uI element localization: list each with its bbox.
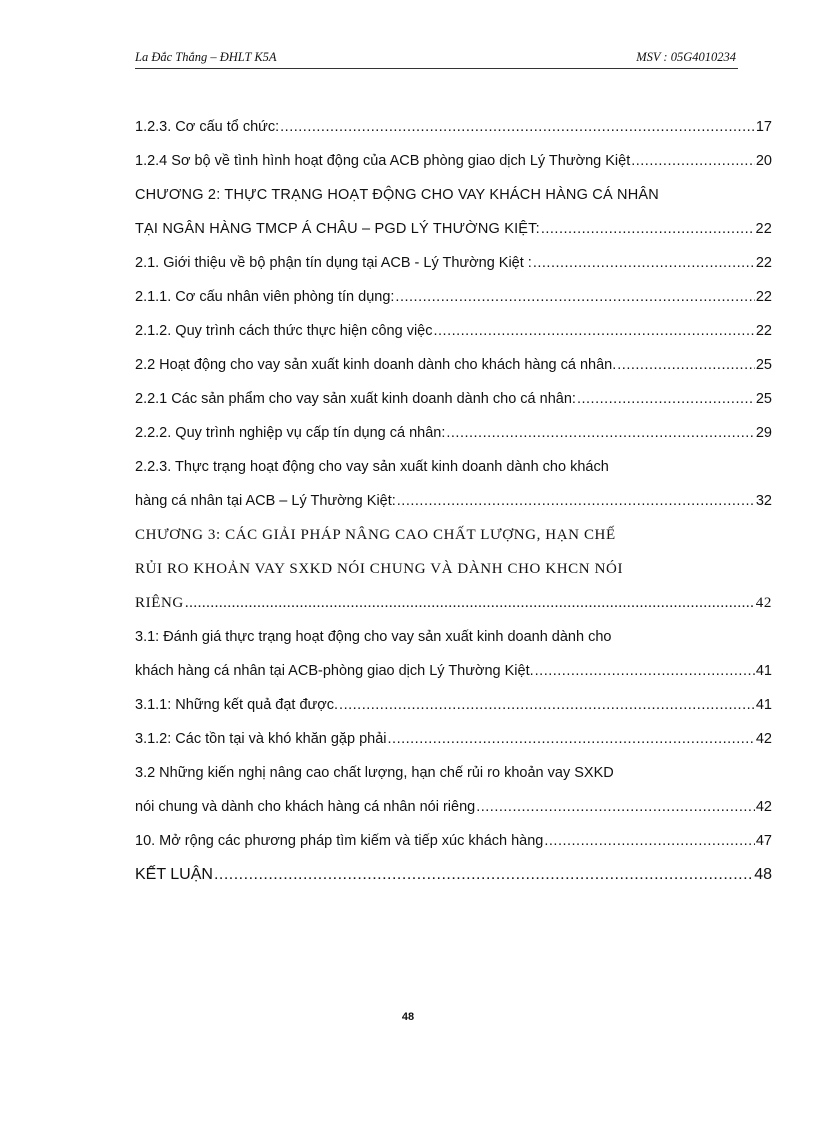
toc-entry: 2.2.2. Quy trình nghiệp vụ cấp tín dụng cá nhân: ..... 29 [135, 416, 772, 450]
toc-entry: RIÊNG ..... 42 [135, 586, 772, 620]
toc-chapter-heading: RỦI RO KHOẢN VAY SXKD NÓI CHUNG VÀ DÀNH CHO KHCN NÓI [135, 561, 624, 577]
header-author: La Đắc Thắng – ĐHLT K5A [135, 50, 277, 64]
toc-entry: 3.1.1: Những kết quả đạt được. ..... 41 [135, 688, 772, 722]
toc-entry-line1: 3.1: Đánh giá thực trạng hoạt động cho vay sản xuất kinh doanh dành cho [135, 629, 612, 645]
toc-entry: 2.1.1. Cơ cấu nhân viên phòng tín dụng: ..... 22 [135, 280, 772, 314]
toc-entry: 2.1. Giới thiệu về bộ phận tín dụng tại ACB - Lý Thường Kiệt : ..... 22 [135, 246, 772, 280]
toc-entry-line1: 2.2.3. Thực trạng hoạt động cho vay sản xuất kinh doanh dành cho khách [135, 459, 609, 475]
page-header [135, 47, 738, 69]
toc-entry: 1.2.4 Sơ bộ về tình hình hoạt động của ACB phòng giao dịch Lý Thường Kiệt ..... 20 [135, 144, 772, 178]
toc-entry: 10. Mở rộng các phương pháp tìm kiếm và tiếp xúc khách hàng ..... 47 [135, 824, 772, 858]
toc-entry: TẠI NGÂN HÀNG TMCP Á CHÂU – PGD LÝ THƯỜNG KIỆT: ..... 22 [135, 212, 772, 246]
toc-entry: 3.1.2: Các tồn tại và khó khăn gặp phải ..... 42 [135, 722, 772, 756]
toc-entry: KẾT LUẬN ..... 48 [135, 858, 772, 892]
toc-entry: khách hàng cá nhân tại ACB-phòng giao dịch Lý Thường Kiệt. ..... 41 [135, 654, 772, 688]
toc-chapter-heading: CHƯƠNG 2: THỰC TRẠNG HOẠT ĐỘNG CHO VAY KHÁCH HÀNG CÁ NHÂN [135, 187, 659, 203]
header-student-id: MSV : 05G4010234 [636, 50, 736, 64]
toc-entry: hàng cá nhân tại ACB – Lý Thường Kiệt: ..... 32 [135, 484, 772, 518]
toc-entry: 1.2.3. Cơ cấu tổ chức: ..... 17 [135, 110, 772, 144]
toc-entry: 2.2.1 Các sản phẩm cho vay sản xuất kinh doanh dành cho cá nhân: ..... 25 [135, 382, 772, 416]
toc-entry-line1: 3.2 Những kiến nghị nâng cao chất lượng, hạn chế rủi ro khoản vay SXKD [135, 765, 614, 781]
toc-entry: 2.1.2. Quy trình cách thức thực hiện công việc ..... 22 [135, 314, 772, 348]
table-of-contents [135, 110, 772, 892]
toc-entry: 2.2 Hoạt động cho vay sản xuất kinh doanh dành cho khách hàng cá nhân. ..... 25 [135, 348, 772, 382]
page-number: 48 [401, 1011, 415, 1023]
toc-chapter-heading: CHƯƠNG 3: CÁC GIẢI PHÁP NÂNG CAO CHẤT LƯỢNG, HẠN CHẾ [135, 527, 616, 543]
toc-entry: nói chung và dành cho khách hàng cá nhân nói riêng ..... 42 [135, 790, 772, 824]
